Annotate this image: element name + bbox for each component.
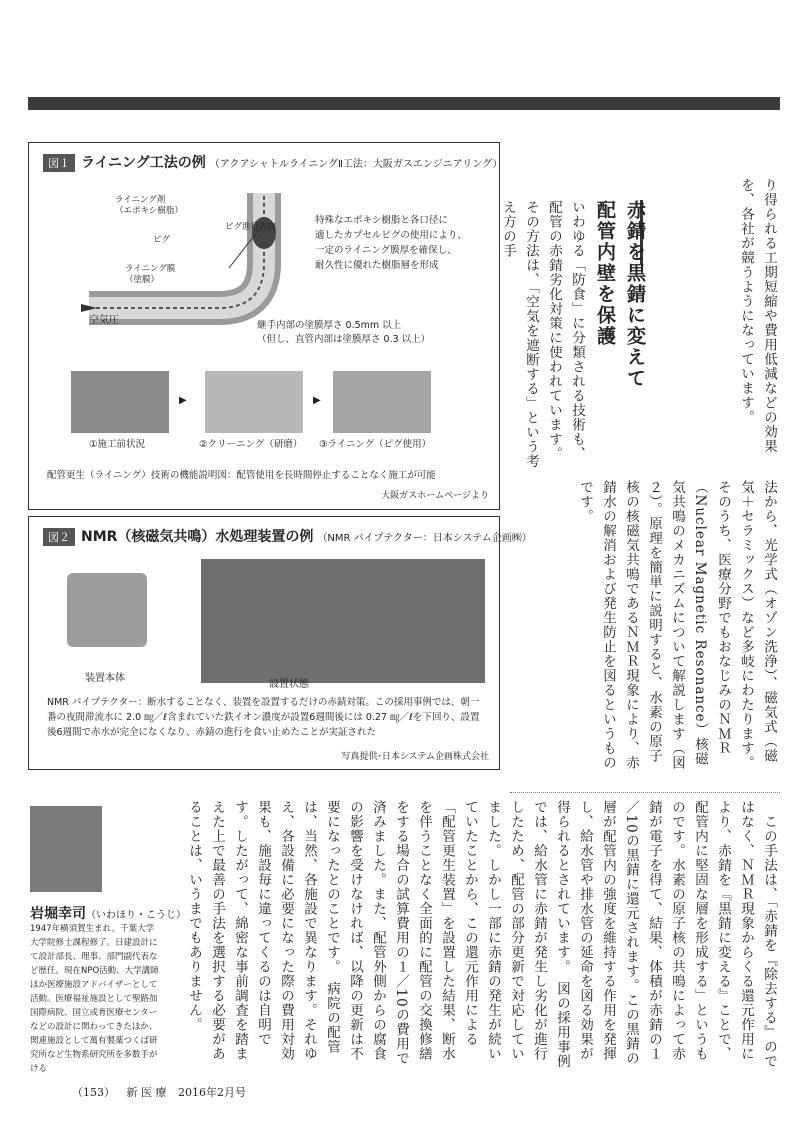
page-number: （153）	[72, 1086, 115, 1099]
author-reading: （いわほり・こうじ）	[86, 910, 186, 921]
article-intro-column: り得られる工期短縮や費用低減などの効果を、各社が競うようになっています。	[738, 178, 777, 454]
author-name	[30, 903, 186, 923]
figure-2-caption: NMR パイプテクター：断水することなく、装置を設置するだけの赤錆対策。この採用事例では、朝一番の夜間滞流水に 2.0 ㎎／ℓ含まれていた鉄イオン濃度が設置6週間後には 0.27 ㎎／ℓを下回り、設置後6週間で赤水が完全になくなり、赤錆の進行を食い止めたことが実証された	[47, 697, 480, 738]
step-3-label: ③ライニング（ピグ使用）	[319, 439, 432, 450]
installation-label: 設置状態	[269, 679, 309, 690]
article-column-c: この手法は、「赤錆を『除去する』のではなく、ＮＭＲ現象からくる還元作用により、赤錆を『黒錆に変える』ことで、配管内に堅固な層を形成する」というものです。水素の原子核の共鳴によって赤錆が電子を得て、結果、体積が赤錆の１／10の黒錆に還元されます。この黒錆の層が配管内の強度を維持する作用を発揮し、給水管や排水管の延命を図る効果が得られるとされています。 図の採用事例では、給水管に赤錆が発生し劣化が進行したため、配管の部分更新で対応していました。しかし一部に赤錆の発生が続いていたことから、この還元作用による「配管更生装置」を設置した結果、断水を伴うことなく全面的に配管の交換修繕をする場合の試算費用の１／10の費用で済みました。また、配管外側からの腐食の影響を受けなければ、以降の更新は不要になったとのことです。 病院の配管は、当然、各施設で異なります。それゆえ、各設備に必要になった際の費用対効果も、施設毎に違ってくるのは自明です。したがって、綿密な事前調査を踏まえた上で最善の手法を選択する必要があることは、いうまでもありません。	[186, 800, 777, 1069]
label-air-pressure: 空気圧	[89, 315, 119, 326]
label-pig: ピグ	[153, 235, 171, 245]
lining-thickness-note: 継手内部の塗膜厚さ 0.5mm 以上 （但し、直管内部は塗膜厚さ 0.3 以上）	[257, 320, 431, 345]
figure-1-lining-method	[28, 142, 503, 510]
figure-2-tag: 図２	[43, 528, 75, 546]
device-body-label: 装置本体	[85, 673, 125, 684]
figure-2-nmr-device	[28, 516, 532, 770]
figure-2-credit: 写真提供･日本システム企画株式会社	[341, 752, 489, 762]
author-bio: 1947年横須賀生まれ。千葉大学大学院修士課程修了。日建設計にて設計部長、理事、部門副代表など歴任。現在NPO活動、大学講師ほか医療施設アドバイザーとして活動。医療福祉施設として聖路加国際病院、国立成育医療センターなどの設計に関わってきたほか、関連施設として萬有製薬つくば研究所など生物系研究所を多数手がける	[30, 924, 159, 1074]
section-heading: 赤錆を黒錆に変えて 配管内壁を保護	[594, 200, 646, 389]
photo-before-construction	[71, 371, 169, 433]
label-lining-film: ライニング膜 （塗膜）	[125, 264, 176, 285]
figure-1-title: ライニング工法の例	[81, 155, 206, 171]
photo-device-body	[67, 573, 147, 647]
figure-1-heading	[43, 152, 502, 172]
arrow-icon: ▶	[179, 395, 187, 406]
author-portrait	[30, 806, 102, 892]
figure-2-title: NMR（核磁気共鳴）水処理装置の例	[81, 529, 314, 545]
step-2-label: ②クリーニング（研磨）	[199, 439, 303, 450]
issue-date: 2016年2月号	[178, 1086, 246, 1099]
figure-1-tag: 図１	[43, 154, 75, 172]
lining-description: 特殊なエポキシ樹脂と各口径に 適したカプセルピグの使用により、 一定のライニング膜厚を確保し、 耐久性に優れた樹脂層を形成	[315, 215, 467, 271]
figure-2-subtitle: （NMR パイプテクター：日本システム企画㈱）	[317, 533, 532, 544]
label-pig-direction: ピグ進行方向	[225, 222, 277, 232]
arrow-icon: ▶	[313, 395, 321, 406]
photo-installation	[201, 559, 485, 683]
figure-1-credit: 大阪ガスホームページより	[381, 491, 489, 501]
header-rule	[28, 97, 780, 110]
figure-2-heading	[43, 526, 532, 546]
page-footer	[72, 1084, 246, 1100]
photo-cleaning	[205, 371, 303, 433]
author-name-text: 岩堀幸司	[30, 906, 86, 922]
article-column-a: いわゆる「防食」に分類される技術も、配管の赤錆劣化対策に使われています。その方法は、「空気を遮断する」という考え方の手	[500, 200, 585, 469]
figure-1-caption: 配管更生（ライニング）技術の機能説明図：配管使用を長時間停止することなく施工が可能	[47, 470, 436, 481]
article-column-b: 法から、光学式（オゾン洗浄）、磁気式（磁気＋セラミックス）など多岐にわたります。 そのうち、医療分野でもおなじみのＮＭＲ（Nuclear Magnetic Resonance）核磁気共鳴のメカニズムについて解説します（図２）。原理を簡単に説明すると、水素の原子核の核磁気共鳴であるＮＭＲ現象により、赤錆水の解消および発生防止を図るというものです。	[577, 480, 777, 778]
magazine-name: 新 医 療	[126, 1086, 167, 1099]
label-lining-agent: ライニング剤 （エポキシ樹脂）	[115, 195, 183, 216]
figure-1-subtitle: （アクアシャトルライニングⅡ工法：大阪ガスエンジニアリング）	[209, 159, 503, 170]
photo-lining	[333, 371, 431, 433]
column-separator	[510, 792, 780, 793]
step-1-label: ①施工前状況	[89, 439, 146, 450]
